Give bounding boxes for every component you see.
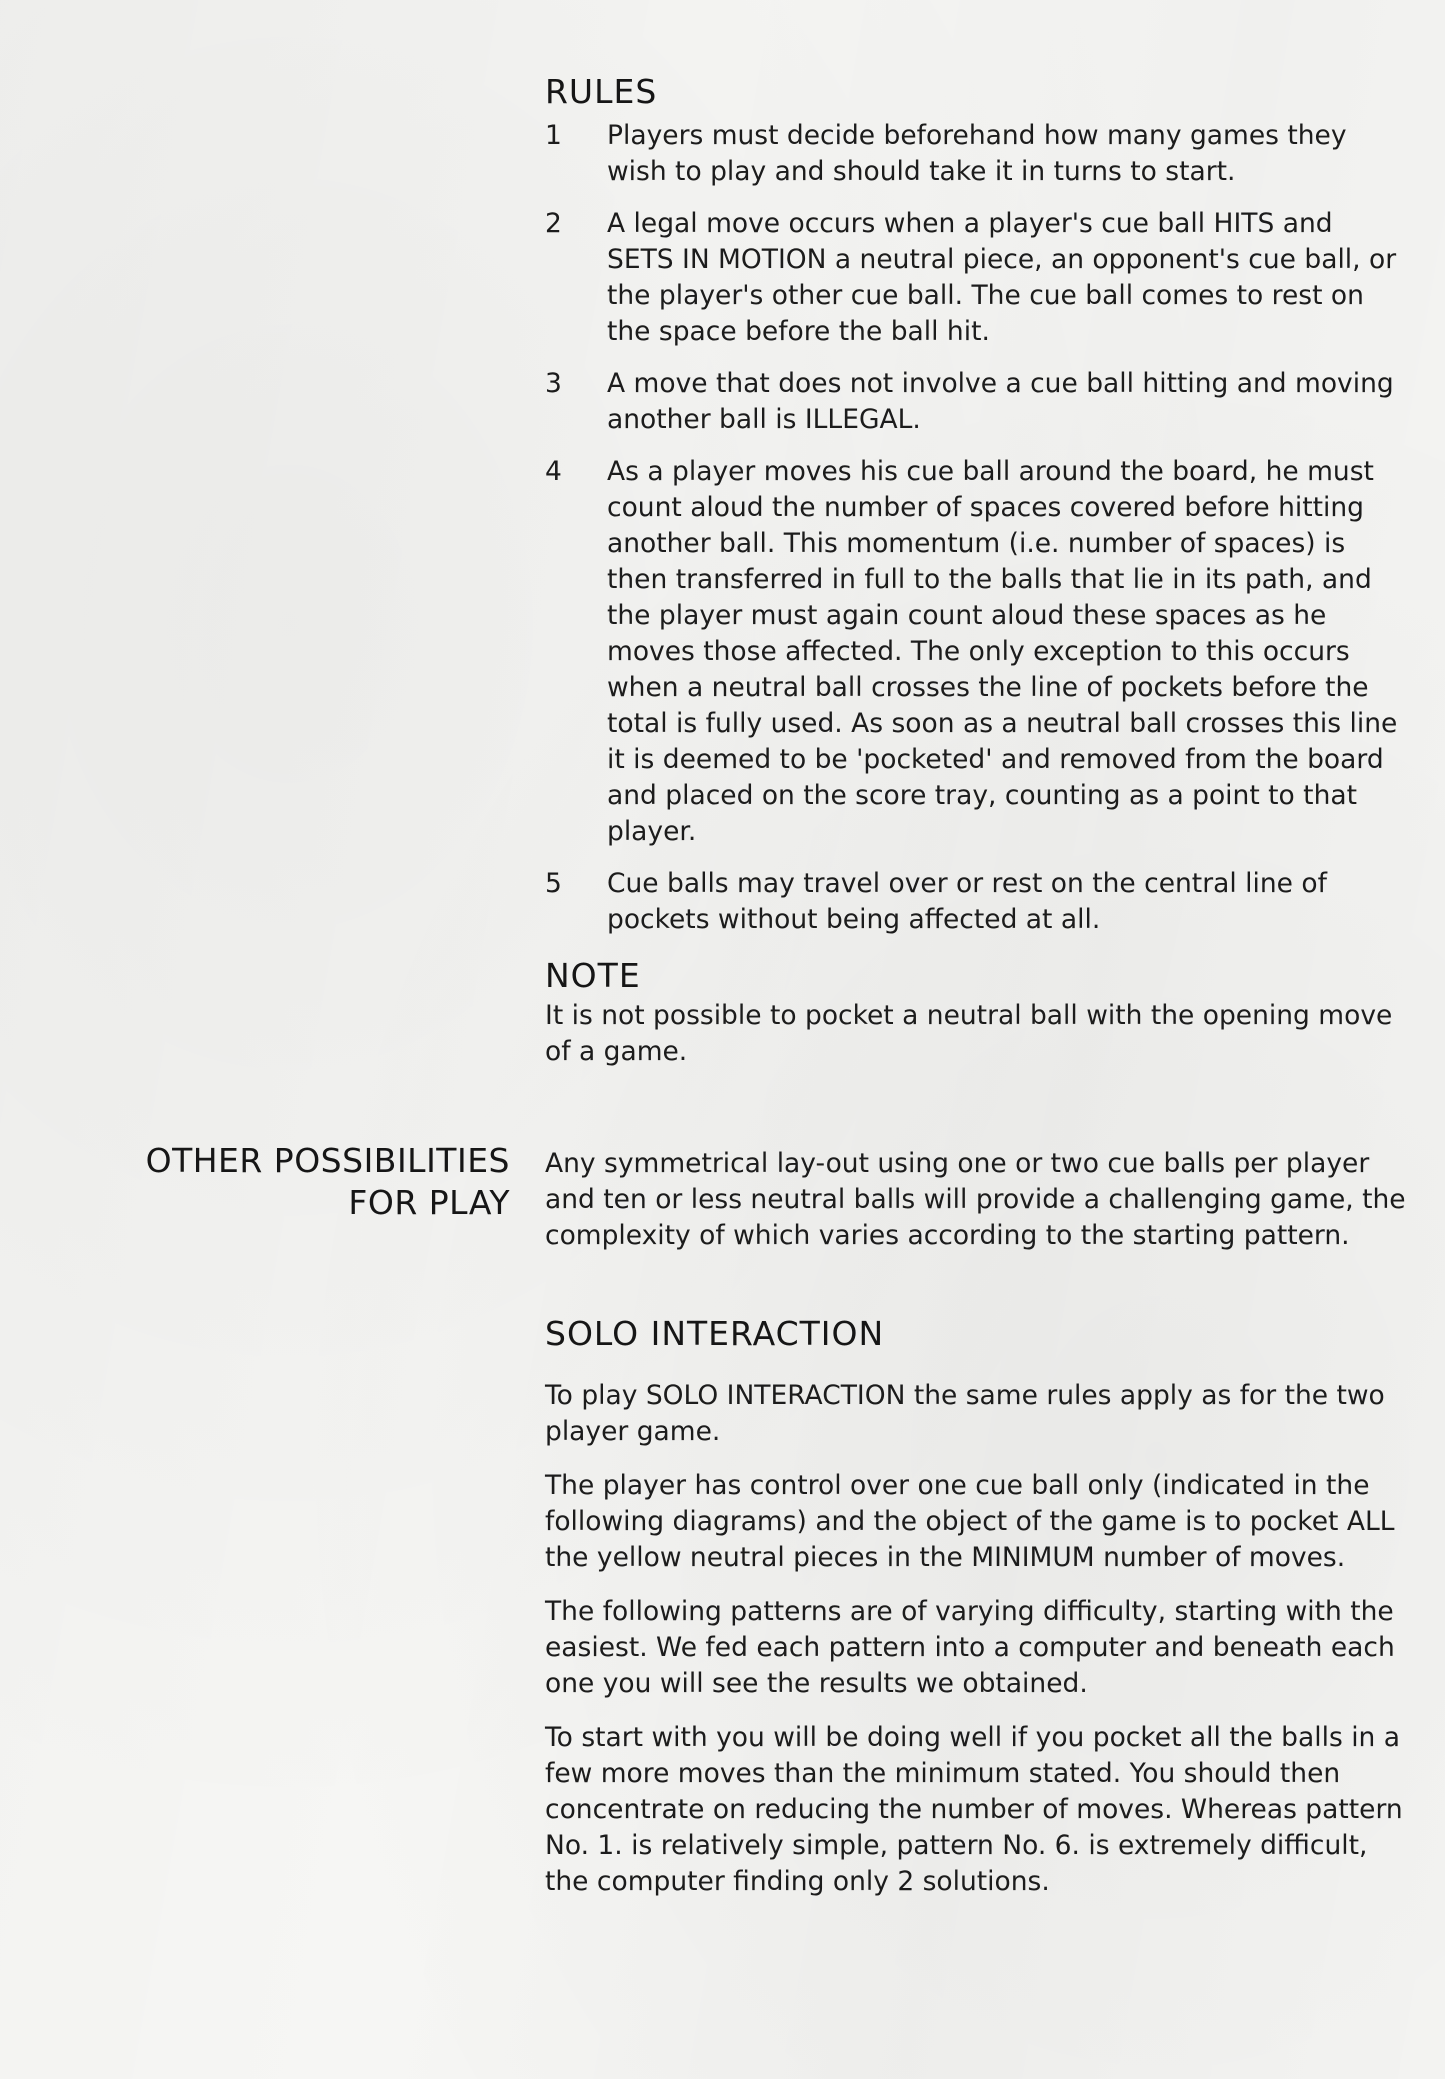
rule-number: 4 xyxy=(545,456,562,487)
rule-item xyxy=(545,366,1405,438)
note-heading: NOTE xyxy=(545,956,641,995)
rule-item xyxy=(545,454,1405,850)
rule-number: 3 xyxy=(545,368,562,399)
other-possibilities-text: Any symmetrical lay-out using one or two cue balls per player and ten or less neutral balls will provide a challenging game, the complexity of which varies according to the starting pattern. xyxy=(545,1148,1406,1251)
rules-heading: RULES xyxy=(545,72,658,111)
rules-list xyxy=(545,118,1405,938)
rules-column xyxy=(545,70,1405,1070)
rule-text: A move that does not involve a cue ball hitting and moving another ball is ILLEGAL. xyxy=(607,368,1394,435)
other-possibilities-text-block xyxy=(545,1146,1415,1254)
rule-item xyxy=(545,118,1405,190)
solo-heading: SOLO INTERACTION xyxy=(545,1314,885,1353)
other-possibilities-heading xyxy=(60,1140,510,1224)
rule-number: 5 xyxy=(545,868,562,899)
rule-text: A legal move occurs when a player's cue ball HITS and SETS IN MOTION a neutral piece, an opponent's cue ball, or the player's other cue ball. The cue ball comes to rest on the space before the ball hit. xyxy=(607,208,1397,347)
solo-interaction-section xyxy=(545,1312,1405,1918)
rule-item xyxy=(545,866,1405,938)
note-text: It is not possible to pocket a neutral ball with the opening move of a game. xyxy=(545,1000,1393,1067)
rule-text: As a player moves his cue ball around the board, he must count aloud the number of spaces covered before hitting another ball. This momentum (i.e. number of spaces) is then transferred in full to the balls that lie in its path, and the player must again count aloud these spaces as he moves those affected. The only exception to this occurs when a neutral ball crosses the line of pockets before the total is fully used. As soon as a neutral ball crosses this line it is deemed to be 'pocketed' and removed from the board and placed on the score tray, counting as a point to that player. xyxy=(607,456,1398,847)
solo-paragraph: The following patterns are of varying difficulty, starting with the easiest. We fed each pattern into a computer and beneath each one you will see the results we obtained. xyxy=(545,1596,1395,1699)
note-section xyxy=(545,954,1405,1070)
solo-paragraph: To start with you will be doing well if you pocket all the balls in a few more moves than the minimum stated. You should then concentrate on reducing the number of moves. Whereas pattern No. 1. is relatively simple, pattern No. 6. is extremely difficult, the computer finding only 2 solutions. xyxy=(545,1722,1403,1897)
solo-paragraph: The player has control over one cue ball only (indicated in the following diagrams) and the object of the game is to pocket ALL the yellow neutral pieces in the MINIMUM number of moves. xyxy=(545,1470,1395,1573)
rule-text: Cue balls may travel over or rest on the central line of pockets without being affected at all. xyxy=(607,868,1327,935)
rule-number: 1 xyxy=(545,120,562,151)
rule-number: 2 xyxy=(545,208,562,239)
rule-item xyxy=(545,206,1405,350)
other-heading-line2: FOR PLAY xyxy=(348,1183,510,1222)
other-heading-line1: OTHER POSSIBILITIES xyxy=(145,1141,510,1180)
rule-text: Players must decide beforehand how many games they wish to play and should take it in turns to start. xyxy=(607,120,1347,187)
solo-paragraph: To play SOLO INTERACTION the same rules apply as for the two player game. xyxy=(545,1380,1385,1447)
